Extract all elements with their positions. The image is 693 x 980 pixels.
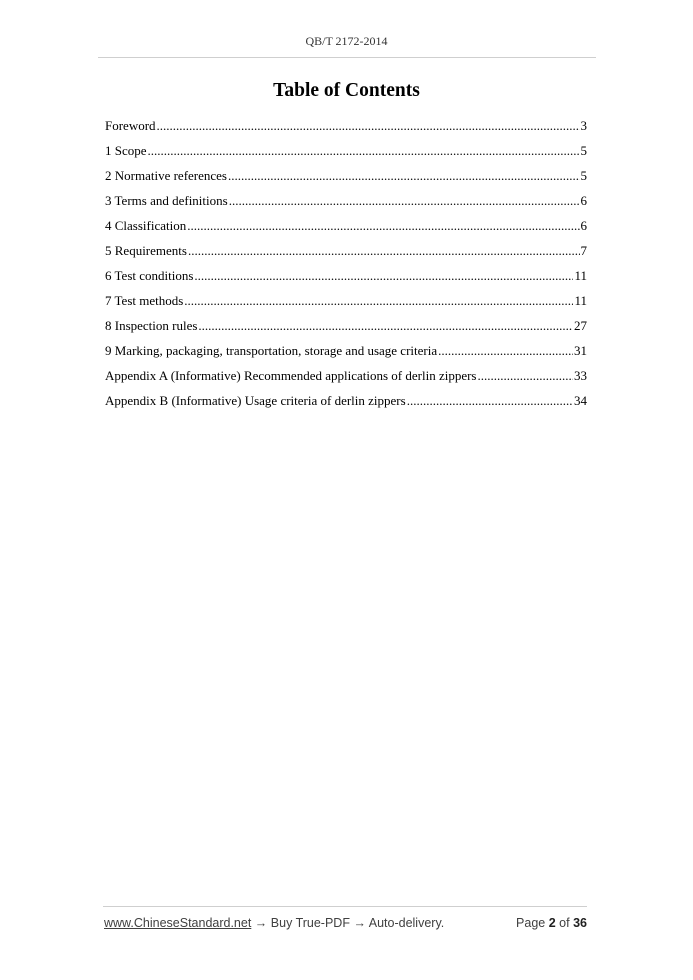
page-title: Table of Contents [273, 80, 420, 101]
current-page-number: 2 [548, 916, 556, 930]
total-pages-number: 36 [573, 916, 587, 930]
toc-entry-normative-references[interactable] [105, 167, 587, 192]
toc-entry-page: 11 [574, 268, 587, 283]
toc-entry-page: 11 [574, 293, 587, 308]
toc-dot-leader [148, 142, 580, 160]
toc-dot-leader [229, 192, 580, 210]
toc-dot-leader [438, 342, 573, 360]
toc-dot-leader [228, 167, 580, 185]
toc-entry-marking-packaging[interactable] [105, 342, 587, 367]
toc-entry-test-conditions[interactable] [105, 267, 587, 292]
toc-entry-inspection-rules[interactable] [105, 317, 587, 342]
toc-entry-page: 6 [580, 193, 587, 208]
toc-entry-label: 2 Normative references [105, 168, 227, 183]
toc-entry-page: 5 [580, 168, 587, 183]
toc-entry-terms-definitions[interactable] [105, 192, 587, 217]
toc-entry-label: 9 Marking, packaging, transportation, storage and usage criteria [105, 343, 438, 358]
toc-dot-leader [184, 292, 573, 310]
toc-dot-leader [198, 317, 573, 335]
toc-dot-leader [188, 242, 580, 260]
toc-entry-page: 31 [574, 343, 587, 358]
arrow-right-icon: → [353, 916, 366, 930]
toc-entry-label: Foreword [105, 118, 156, 133]
toc-entry-requirements[interactable] [105, 242, 587, 267]
footer-divider [103, 906, 587, 907]
toc-dot-leader [194, 267, 573, 285]
toc-entry-foreword[interactable] [105, 117, 587, 142]
toc-entry-page: 33 [574, 368, 587, 383]
toc-entry-label: 5 Requirements [105, 243, 187, 258]
arrow-right-icon: → [254, 916, 268, 930]
toc-entry-scope[interactable] [105, 142, 587, 167]
toc-entry-page: 5 [580, 143, 587, 158]
toc-entry-appendix-b[interactable] [105, 392, 587, 417]
page-counter [516, 916, 587, 930]
header-divider [98, 57, 596, 58]
toc-entry-label: 1 Scope [105, 143, 147, 158]
toc-entry-label: 6 Test conditions [105, 268, 194, 283]
toc-entry-page: 7 [580, 243, 587, 258]
toc-entry-page: 6 [580, 218, 587, 233]
toc-entry-label: 8 Inspection rules [105, 318, 198, 333]
document-code-header: QB/T 2172-2014 [305, 34, 388, 48]
toc-entry-label: 7 Test methods [105, 293, 184, 308]
auto-delivery-text: Auto-delivery. [368, 916, 445, 930]
toc-entry-page: 34 [574, 393, 587, 408]
toc-entry-label: 3 Terms and definitions [105, 193, 228, 208]
toc-entry-classification[interactable] [105, 217, 587, 242]
toc-entry-test-methods[interactable] [105, 292, 587, 317]
buy-true-pdf-text: Buy True-PDF [270, 916, 350, 930]
toc-entry-label: Appendix B (Informative) Usage criteria of derlin zippers [105, 393, 406, 408]
toc-entry-page: 27 [574, 318, 587, 333]
toc-entry-label: 4 Classification [105, 218, 187, 233]
website-link[interactable]: www.ChineseStandard.net [104, 916, 252, 930]
toc-dot-leader [187, 217, 579, 235]
toc-dot-leader [157, 117, 580, 135]
toc-dot-leader [407, 392, 573, 410]
page-word: Page [516, 916, 546, 930]
toc-entry-appendix-a[interactable] [105, 367, 587, 392]
of-word: of [559, 916, 570, 930]
footer-promo [104, 916, 444, 930]
toc-dot-leader [477, 367, 573, 385]
toc-entry-label: Appendix A (Informative) Recommended applications of derlin zippers [105, 368, 477, 383]
toc-entry-page: 3 [580, 118, 587, 133]
page-footer [104, 916, 587, 934]
toc-list [105, 117, 587, 417]
